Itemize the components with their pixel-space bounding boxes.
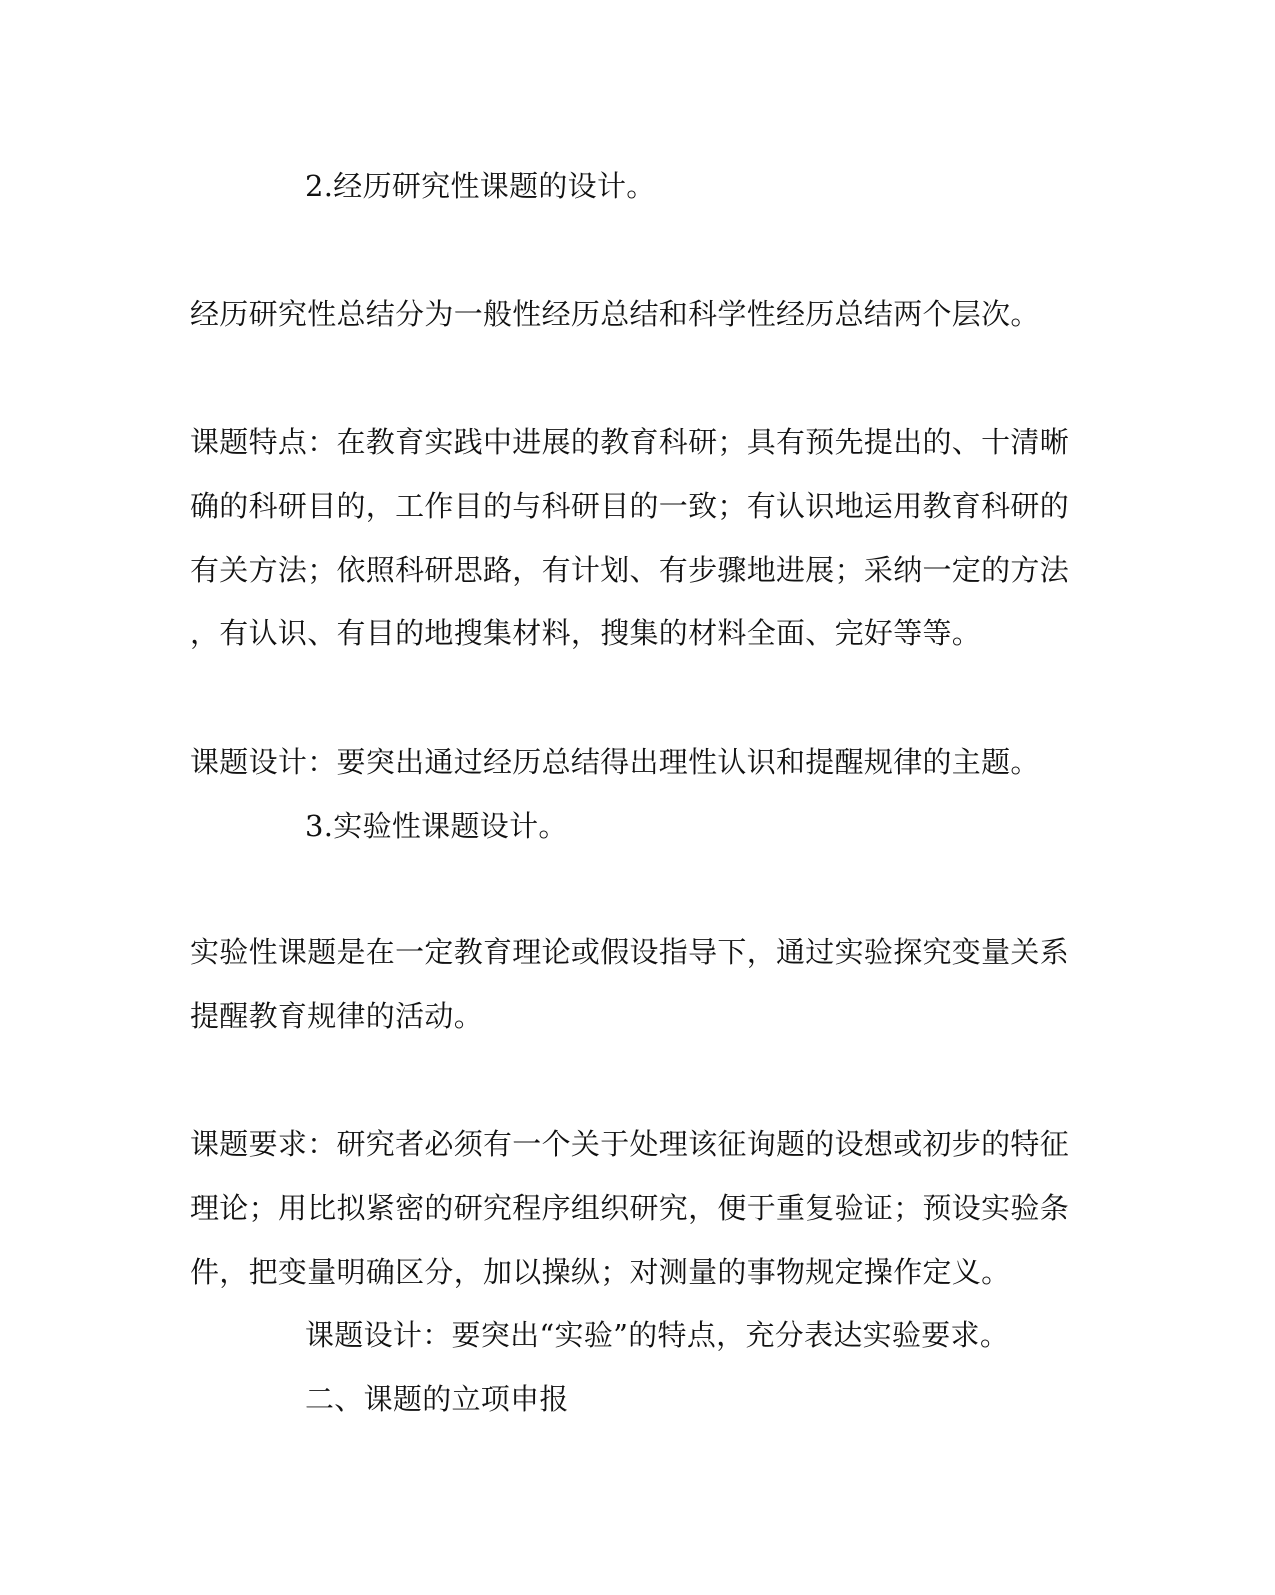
subsection-heading-2: 2.经历研究性课题的设计。 [305, 169, 656, 203]
paragraph-line: 实验性课题是在一定教育理论或假设指导下，通过实验探究变量关系 [190, 935, 1070, 969]
paragraph-line: 课题要求：研究者必须有一个关于处理该征询题的设想或初步的特征 [190, 1127, 1070, 1161]
section-heading: 二、课题的立项申报 [305, 1382, 569, 1416]
paragraph-line: 件，把变量明确区分，加以操纵；对测量的事物规定操作定义。 [190, 1255, 1011, 1289]
paragraph-line: ，有认识、有目的地搜集材料，搜集的材料全面、完好等等。 [190, 616, 982, 650]
paragraph-line: 经历研究性总结分为一般性经历总结和科学性经历总结两个层次。 [190, 297, 1040, 331]
paragraph-line: 课题特点：在教育实践中进展的教育科研；具有预先提出的、十清晰 [190, 425, 1070, 459]
paragraph-line: 提醒教育规律的活动。 [190, 999, 484, 1033]
paragraph-line: 有关方法；依照科研思路，有计划、有步骤地进展；采纳一定的方法 [190, 553, 1070, 587]
paragraph-line: 确的科研目的，工作目的与科研目的一致；有认识地运用教育科研的 [190, 489, 1070, 523]
paragraph-line: 课题设计：要突出“实验”的特点，充分表达实验要求。 [305, 1318, 1010, 1352]
paragraph-line: 理论；用比拟紧密的研究程序组织研究，便于重复验证；预设实验条 [190, 1191, 1070, 1225]
paragraph-line: 课题设计：要突出通过经历总结得出理性认识和提醒规律的主题。 [190, 745, 1040, 779]
subsection-heading-3: 3.实验性课题设计。 [305, 809, 568, 843]
